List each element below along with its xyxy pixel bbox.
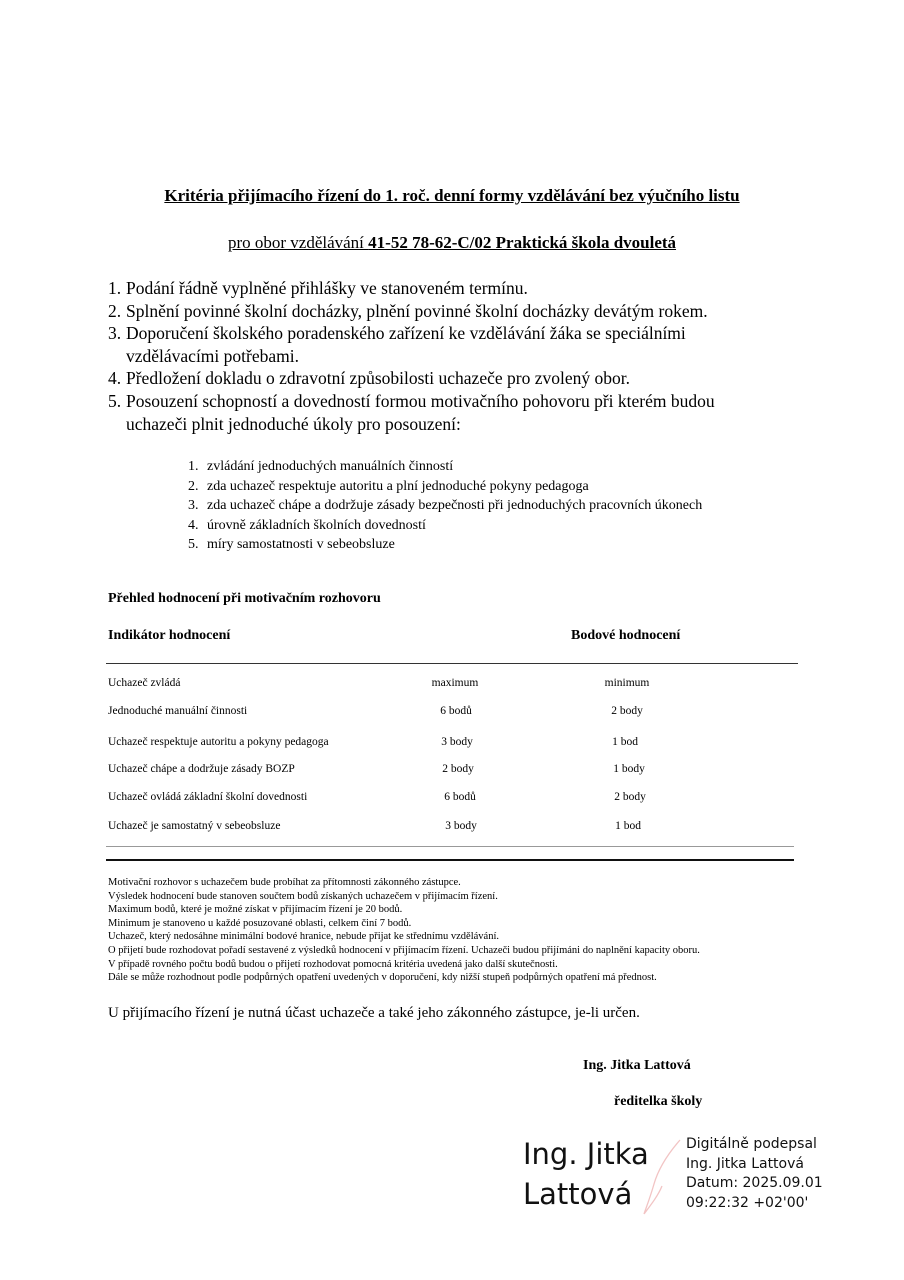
row-max: 3 body (445, 820, 477, 832)
row-label: Jednoduché manuální činnosti (108, 705, 248, 717)
digital-signature-info (686, 1135, 823, 1213)
row-min: 1 bod (615, 820, 641, 832)
column-header-points: Bodové hodnocení (571, 628, 681, 643)
note-line: Motivační rozhovor s uchazečem bude probíhat za přítomnosti zákonného zástupce. (108, 877, 461, 888)
header-max: maximum (431, 677, 479, 689)
subtitle-program: 41-52 78-62-C/02 Praktická škola dvouletá (368, 233, 677, 252)
signature-flourish-icon (636, 1136, 686, 1218)
signatory-role: ředitelka školy (614, 1094, 703, 1109)
sub-criterion-text: zda uchazeč chápe a dodržuje zásady bezpečnosti při jednoduchých pracovních úkonech (207, 498, 703, 513)
criterion-number: 5. (108, 391, 122, 411)
criterion-number: 2. (108, 301, 122, 321)
sub-criterion-number: 1. (188, 459, 199, 474)
note-line: Dále se může rozhodnout podle podpůrných opatření uvedených v doporučení, kdy nižší stupeň podpůrných opatření má přednost. (108, 972, 657, 984)
row-min: 1 body (613, 763, 645, 775)
signatory-name: Ing. Jitka Lattová (583, 1058, 691, 1073)
sub-criterion-number: 2. (188, 478, 199, 494)
row-min: 2 body (614, 791, 646, 803)
criterion-text: Předložení dokladu o zdravotní způsobilosti uchazeče pro zvolený obor. (126, 368, 630, 388)
note-line: Minimum je stanoveno u každé posuzované oblasti, celkem činí 7 bodů. (108, 917, 412, 929)
subtitle-prefix: pro obor vzdělávání (227, 233, 369, 252)
note-line: V případě rovného počtu bodů budou o přijetí rozhodovat pomocná kritéria uvedená jako další skutečnosti. (108, 958, 558, 970)
document-subtitle (0, 233, 904, 253)
sub-criterion-number: 4. (188, 517, 199, 533)
criterion-text: Doporučení školského poradenského zařízení ke vzdělávání žáka se speciálními (126, 323, 686, 343)
sub-criterion-5 (188, 535, 702, 555)
row-max: 2 body (442, 763, 474, 775)
row-max: 6 bodů (444, 791, 476, 803)
final-note: U přijímacího řízení je nutná účast uchazeče a také jeho zákonného zástupce, je-li určen. (108, 1005, 640, 1021)
row-min: 1 bod (612, 736, 638, 748)
criterion-1 (108, 277, 528, 300)
criterion-text: Posouzení schopností a dovedností formou motivačního pohovoru při kterém budou (126, 391, 715, 411)
sub-criterion-text: zda uchazeč respektuje autoritu a plní jednoduché pokyny pedagoga (207, 478, 589, 494)
note-line: Výsledek hodnocení bude stanoven součtem bodů získaných uchazečem v přijímacím řízení. (108, 890, 498, 902)
sub-criterion-1 (188, 457, 702, 477)
criterion-text: Podání řádně vyplněné přihlášky ve stanoveném termínu. (126, 278, 528, 298)
table-top-rule (106, 663, 798, 664)
criterion-text: Splnění povinné školní docházky, plnění povinné školní docházky devátým rokem. (126, 301, 708, 321)
sub-criterion-2 (188, 477, 702, 497)
sub-criteria-list (188, 457, 702, 555)
sub-criterion-4 (188, 516, 702, 536)
note-line: O přijetí bude rozhodovat pořadí sestavené z výsledků hodnocení v přijímacím řízení. Uchazeči budou přijímáni do naplnění kapacity oboru. (108, 944, 700, 956)
table-bottom-rule-thick (106, 859, 794, 861)
row-max: 6 bodů (440, 705, 472, 717)
note-line: Uchazeč, který nedosáhne minimální bodové hranice, nebude přijat ke střednímu vzdělávání. (108, 931, 499, 943)
table-bottom-rule-thin (106, 846, 794, 847)
header-min: minimum (604, 677, 650, 689)
criterion-4 (108, 367, 630, 390)
note-line: Maximum bodů, které je možné získat v přijímacím řízení je 20 bodů. (108, 904, 403, 916)
criterion-3 (108, 322, 686, 367)
criterion-5 (108, 390, 715, 435)
sub-criterion-text: míry samostatnosti v sebeobsluze (207, 537, 395, 552)
digital-signature-line: Ing. Jitka Lattová (686, 1155, 804, 1172)
sub-criterion-text: zvládání jednoduchých manuálních činností (207, 459, 454, 474)
row-max: 3 body (441, 736, 473, 748)
criterion-2 (108, 300, 708, 323)
digital-signature-line: Datum: 2025.09.01 (686, 1175, 823, 1191)
digital-signature-name-line: Ing. Jitka (523, 1137, 649, 1171)
sub-criterion-text: úrovně základních školních dovedností (207, 517, 426, 533)
row-label: Uchazeč ovládá základní školní dovednosti (108, 791, 308, 803)
row-min: 2 body (611, 705, 643, 717)
row-label: Uchazeč je samostatný v sebeobsluze (108, 820, 281, 832)
criterion-text-continued: uchazeči plnit jednoduché úkoly pro posouzení: (126, 413, 461, 434)
row-label: Uchazeč respektuje autoritu a pokyny pedagoga (108, 736, 329, 748)
notes-block (108, 876, 700, 985)
column-header-indicator: Indikátor hodnocení (108, 628, 231, 643)
sub-criterion-3 (188, 496, 702, 516)
sub-criterion-number: 3. (188, 498, 199, 513)
row-label: Uchazeč chápe a dodržuje zásady BOZP (108, 763, 295, 775)
digital-signature-line: Digitálně podepsal (686, 1136, 817, 1152)
criterion-text-continued: vzdělávacími potřebami. (126, 345, 299, 366)
sub-criterion-number: 5. (188, 537, 199, 552)
digital-signature-line: 09:22:32 +02'00' (686, 1194, 809, 1211)
evaluation-heading: Přehled hodnocení při motivačním rozhovoru (108, 591, 381, 606)
criterion-number: 4. (108, 368, 122, 388)
criterion-number: 3. (108, 323, 122, 343)
digital-signature-name-line: Lattová (523, 1177, 633, 1211)
header-label: Uchazeč zvládá (108, 677, 181, 689)
document-title: Kritéria přijímacího řízení do 1. roč. denní formy vzdělávání bez výučního listu (164, 186, 740, 205)
criterion-number: 1. (108, 278, 122, 298)
digital-signature-name (523, 1134, 649, 1214)
